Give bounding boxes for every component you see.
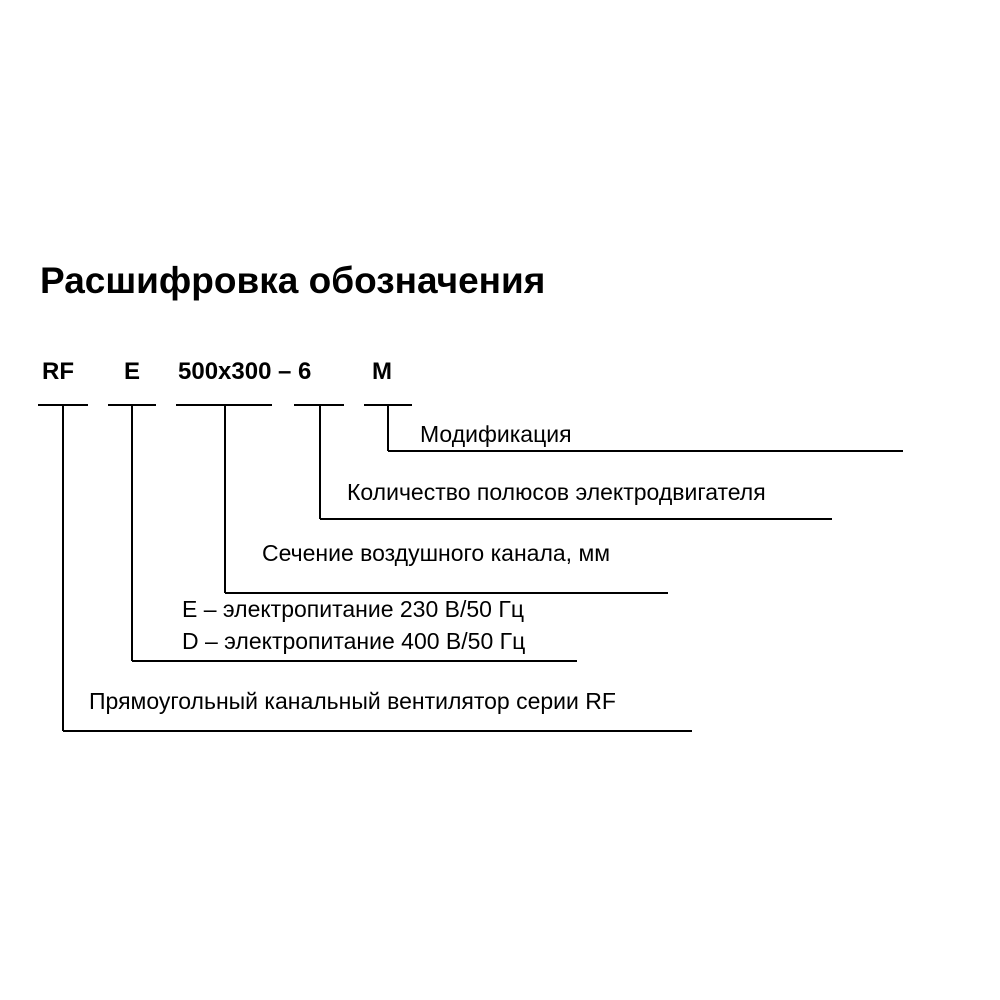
label-series: Прямоугольный канальный вентилятор серии RF xyxy=(89,688,616,714)
label-power-e: E – электропитание 230 В/50 Гц xyxy=(182,596,524,622)
code-modification: M xyxy=(372,358,392,385)
code-power: E xyxy=(124,358,141,385)
label-section: Сечение воздушного канала, мм xyxy=(262,540,611,566)
label-modification: Модификация xyxy=(420,421,572,447)
code-section: 500x300 xyxy=(178,358,272,385)
label-power-d: D – электропитание 400 В/50 Гц xyxy=(182,628,526,654)
diagram-title: Расшифровка обозначения xyxy=(40,260,546,301)
code-poles: – 6 xyxy=(278,358,312,385)
label-poles: Количество полюсов электродвигателя xyxy=(347,479,766,505)
code-series: RF xyxy=(42,358,74,385)
